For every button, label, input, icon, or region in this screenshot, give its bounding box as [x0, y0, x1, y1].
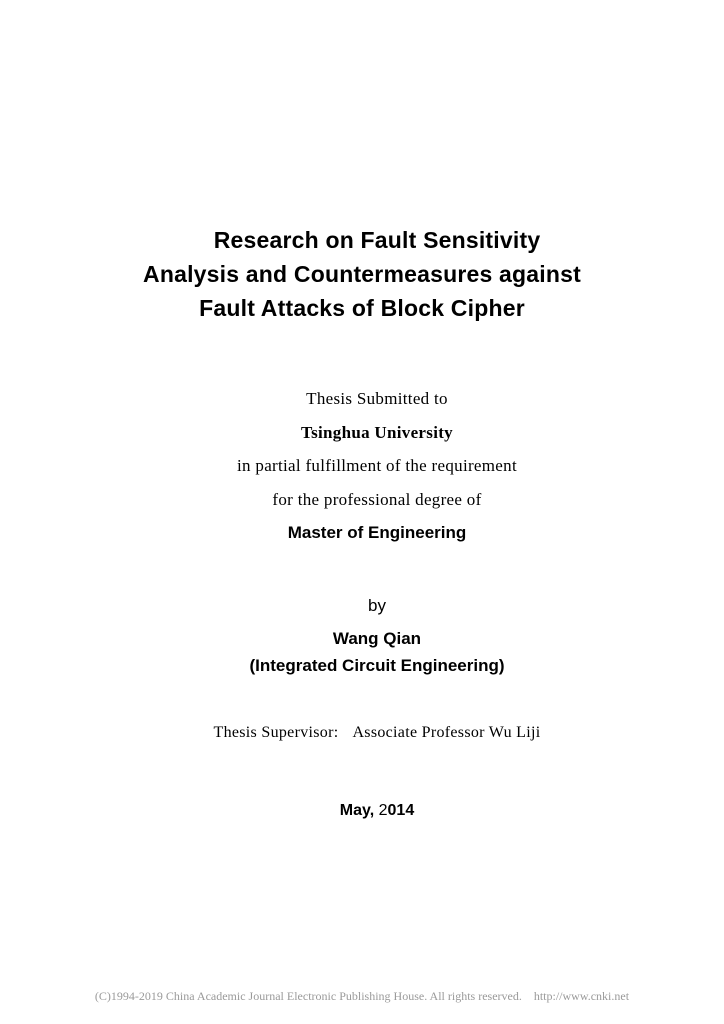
degree-intro-text: for the professional degree of — [272, 490, 482, 509]
copyright-text: (C)1994-2019 China Academic Journal Electronic Publishing House. All rights reserved. — [94, 989, 522, 1003]
fulfillment-text: in partial fulfillment of the requirement — [237, 456, 517, 475]
supervisor-name: Associate Professor Wu Liji — [352, 724, 541, 741]
thesis-title-line-2: Analysis and Countermeasures against — [143, 261, 581, 287]
supervisor-line — [15, 724, 724, 742]
copyright-footer — [0, 989, 724, 1004]
date-year-prefix: 2 — [378, 802, 388, 819]
thesis-title-line-3: Fault Attacks of Block Cipher — [199, 295, 525, 321]
date-month: May, — [339, 802, 375, 819]
date-year-rest: 014 — [387, 802, 415, 819]
submission-date — [15, 802, 724, 820]
author-department: (Integrated Circuit Engineering) — [249, 656, 505, 675]
author-name: Wang Qian — [332, 629, 422, 648]
university-name: Tsinghua University — [301, 423, 453, 442]
thesis-title-line-1: Research on Fault Sensitivity — [213, 227, 541, 253]
footer-url: http://www.cnki.net — [533, 989, 630, 1003]
by-text: by — [368, 596, 386, 615]
supervisor-label: Thesis Supervisor: — [213, 724, 339, 741]
submitted-to-text: Thesis Submitted to — [306, 389, 448, 408]
degree-name: Master of Engineering — [287, 523, 467, 542]
